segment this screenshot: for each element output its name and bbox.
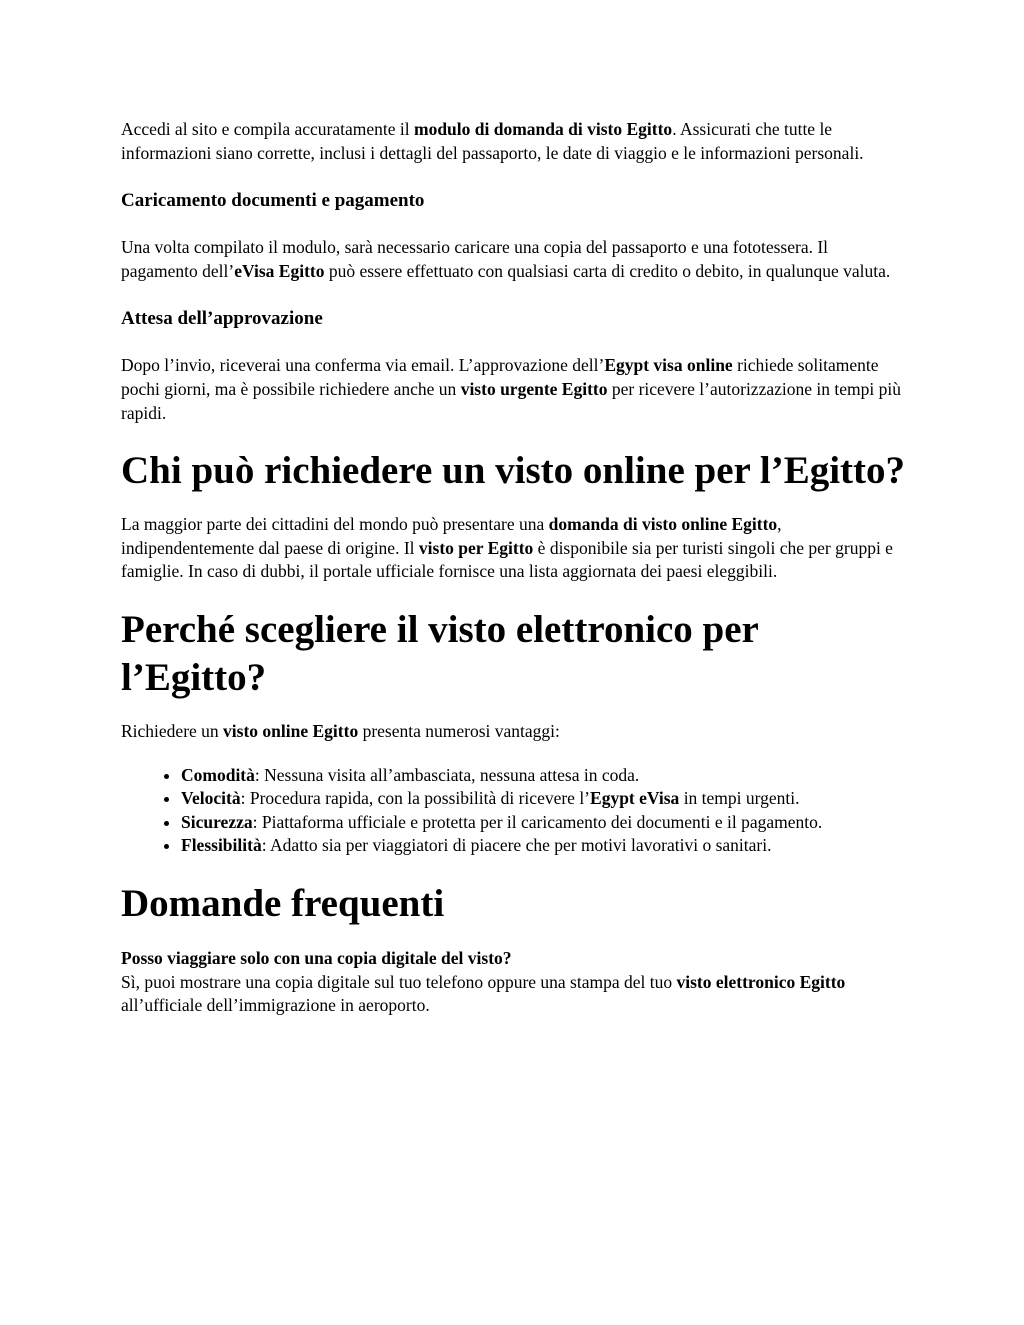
- document-body: [121, 118, 906, 1018]
- faq-question: Posso viaggiare solo con una copia digitale del visto?: [121, 947, 512, 968]
- benefits-list: [121, 764, 906, 858]
- bold-term: eVisa Egitto: [234, 260, 325, 281]
- list-item: • Comodità: Nessuna visita all’ambasciata, nessuna attesa in coda.: [181, 764, 906, 788]
- bold-term: visto per Egitto: [418, 537, 534, 558]
- heading-approval: Attesa dell’approvazione: [121, 308, 323, 330]
- list-item: • Sicurezza: Piattaforma ufficiale e protetta per il caricamento dei documenti e il pagamento.: [181, 811, 906, 835]
- paragraph-upload: Una volta compilato il modulo, sarà necessario caricare una copia del passaporto e una fototessera. Il pagamento dell’eVisa Egitto può essere effettuato con qualsiasi carta di credito o debito, in qualunque valuta.: [121, 237, 891, 281]
- paragraph-eligibility: La maggior parte dei cittadini del mondo può presentare una domanda di visto online Egitto, indipendentemente dal paese di origine. Il visto per Egitto è disponibile sia per turisti singoli che per gruppi e famiglie. In caso di dubbi, il portale ufficiale fornisce una lista aggiornata dei paesi eleggibili.: [121, 514, 893, 582]
- faq-answer: Sì, puoi mostrare una copia digitale sul tuo telefono oppure una stampa del tuo visto elettronico Egitto all’ufficiale dell’immigrazione in aeroporto.: [121, 971, 846, 1016]
- bold-term: domanda di visto online Egitto: [548, 514, 778, 535]
- bold-term: modulo di domanda di visto Egitto: [414, 119, 673, 139]
- bold-term: Egypt visa online: [604, 355, 733, 376]
- bold-term: visto online Egitto: [223, 720, 359, 741]
- heading-who-can-apply: Chi può richiedere un visto online per l’Egitto?: [121, 449, 906, 493]
- bold-term: visto elettronico Egitto: [676, 971, 846, 992]
- paragraph-form: Accedi al sito e compila accuratamente il modulo di domanda di visto Egitto. Assicurati che tutte le informazioni siano corrette, inclusi i dettagli del passaporto, le date di viaggio e le informazioni personali.: [121, 119, 864, 163]
- bold-term: visto urgente Egitto: [460, 378, 608, 399]
- heading-upload-payment: Caricamento documenti e pagamento: [121, 190, 425, 212]
- heading-why-evisa: Perché scegliere il visto elettronico per l’Egitto?: [121, 607, 759, 699]
- heading-faq: Domande frequenti: [121, 881, 445, 925]
- list-item: • Flessibilità: Adatto sia per viaggiatori di piacere che per motivi lavorativi o sanitari.: [181, 834, 906, 858]
- paragraph-approval: Dopo l’invio, riceverai una conferma via email. L’approvazione dell’Egypt visa online richiede solitamente pochi giorni, ma è possibile richiedere anche un visto urgente Egitto per ricevere l’autorizzazione in tempi più rapidi.: [121, 355, 901, 423]
- paragraph-advantages-intro: Richiedere un visto online Egitto presenta numerosi vantaggi:: [121, 720, 560, 741]
- list-item: • Velocità: Procedura rapida, con la possibilità di ricevere l’Egypt eVisa in tempi urgenti.: [181, 787, 906, 811]
